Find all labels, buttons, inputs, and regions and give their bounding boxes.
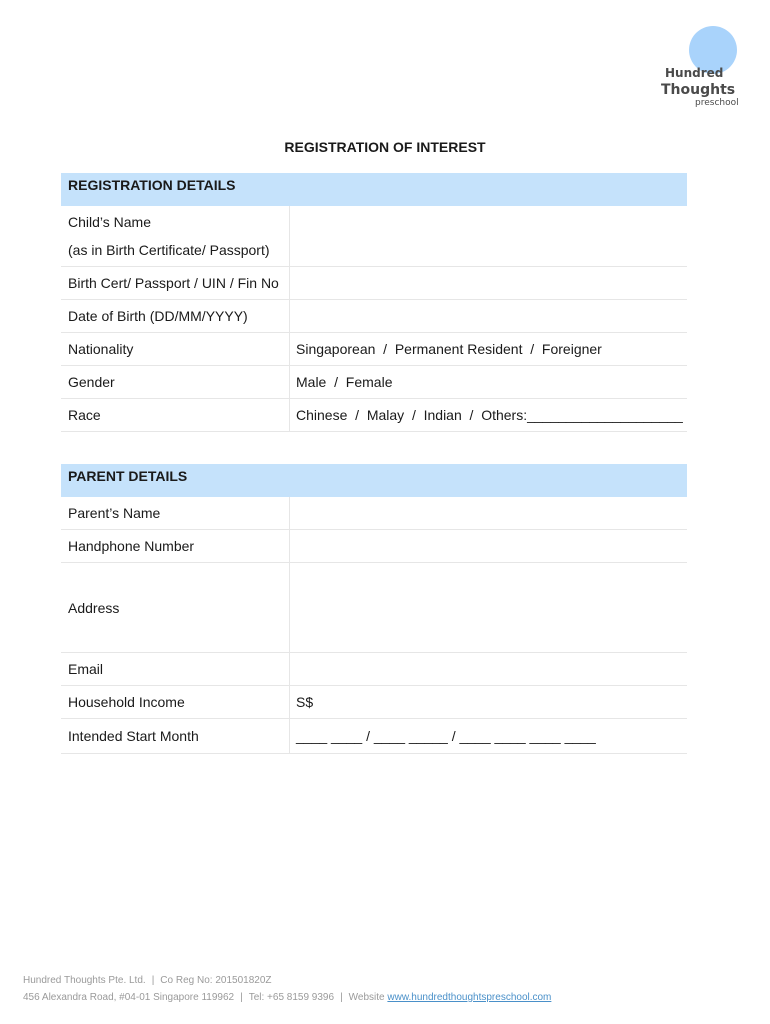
race-row — [61, 399, 687, 432]
dob-row — [61, 300, 687, 333]
footer-line-2 — [23, 989, 551, 1006]
child-name-field[interactable] — [289, 206, 687, 266]
page-title: REGISTRATION OF INTEREST — [284, 139, 486, 155]
child-name-label-line-2: (as in Birth Certificate/ Passport) — [68, 242, 270, 258]
child-name-label — [61, 206, 289, 266]
parent-name-row — [61, 497, 687, 530]
start-month-label: Intended Start Month — [68, 728, 199, 744]
registration-details-table — [61, 173, 687, 432]
phone-label: Handphone Number — [68, 538, 195, 554]
logo-text-line-1: Hundred — [665, 66, 724, 80]
race-options[interactable]: Chinese / Malay / Indian / Others:____________________ — [289, 399, 687, 431]
phone-row — [61, 530, 687, 563]
email-field[interactable] — [289, 653, 687, 685]
footer-line-1 — [23, 972, 551, 989]
footer-website-link[interactable]: www.hundredthoughtspreschool.com — [387, 992, 552, 1003]
birth-cert-field[interactable] — [289, 267, 687, 299]
footer-divider: | — [151, 975, 155, 986]
address-label: Address — [68, 599, 120, 616]
child-name-label-line-1: Child’s Name — [68, 214, 151, 230]
email-label: Email — [68, 661, 104, 677]
footer-company: Hundred Thoughts Pte. Ltd. — [23, 975, 146, 986]
footer-website-label: Website — [348, 992, 385, 1003]
start-month-field[interactable]: ____ ____ / ____ _____ / ____ ____ ____ ____ — [289, 719, 687, 753]
logo-text-line-3: preschool — [695, 98, 739, 108]
gender-row — [61, 366, 687, 399]
birth-cert-row — [61, 267, 687, 300]
gender-options[interactable]: Male / Female — [289, 366, 687, 398]
start-month-row — [61, 719, 687, 754]
address-row — [61, 563, 687, 653]
logo-text-line-2: Thoughts — [661, 82, 736, 98]
email-row — [61, 653, 687, 686]
address-field[interactable] — [289, 563, 687, 652]
footer-tel: Tel: +65 8159 9396 — [248, 992, 335, 1003]
parent-details-header: PARENT DETAILS — [61, 464, 687, 497]
dob-label: Date of Birth (DD/MM/YYYY) — [68, 308, 248, 324]
gender-label: Gender — [68, 374, 115, 390]
income-label: Household Income — [68, 694, 185, 710]
page-footer — [23, 972, 551, 1006]
footer-divider: | — [340, 992, 343, 1003]
income-row — [61, 686, 687, 719]
income-field[interactable]: S$ — [289, 686, 687, 718]
footer-divider: | — [240, 992, 243, 1003]
child-name-row — [61, 206, 687, 267]
nationality-label: Nationality — [68, 341, 134, 357]
birth-cert-label: Birth Cert/ Passport / UIN / Fin No — [68, 275, 279, 291]
dob-field[interactable] — [289, 300, 687, 332]
nationality-options[interactable]: Singaporean / Permanent Resident / Foreigner — [289, 333, 687, 365]
parent-details-table — [61, 464, 687, 754]
nationality-row — [61, 333, 687, 366]
footer-address: 456 Alexandra Road, #04-01 Singapore 119962 — [23, 992, 235, 1003]
phone-field[interactable] — [289, 530, 687, 562]
hundred-thoughts-logo — [656, 24, 740, 116]
parent-name-field[interactable] — [289, 497, 687, 529]
footer-reg-number: Co Reg No: 201501820Z — [160, 975, 272, 986]
race-label: Race — [68, 407, 101, 423]
registration-details-header: REGISTRATION DETAILS — [61, 173, 687, 206]
parent-name-label: Parent’s Name — [68, 505, 161, 521]
